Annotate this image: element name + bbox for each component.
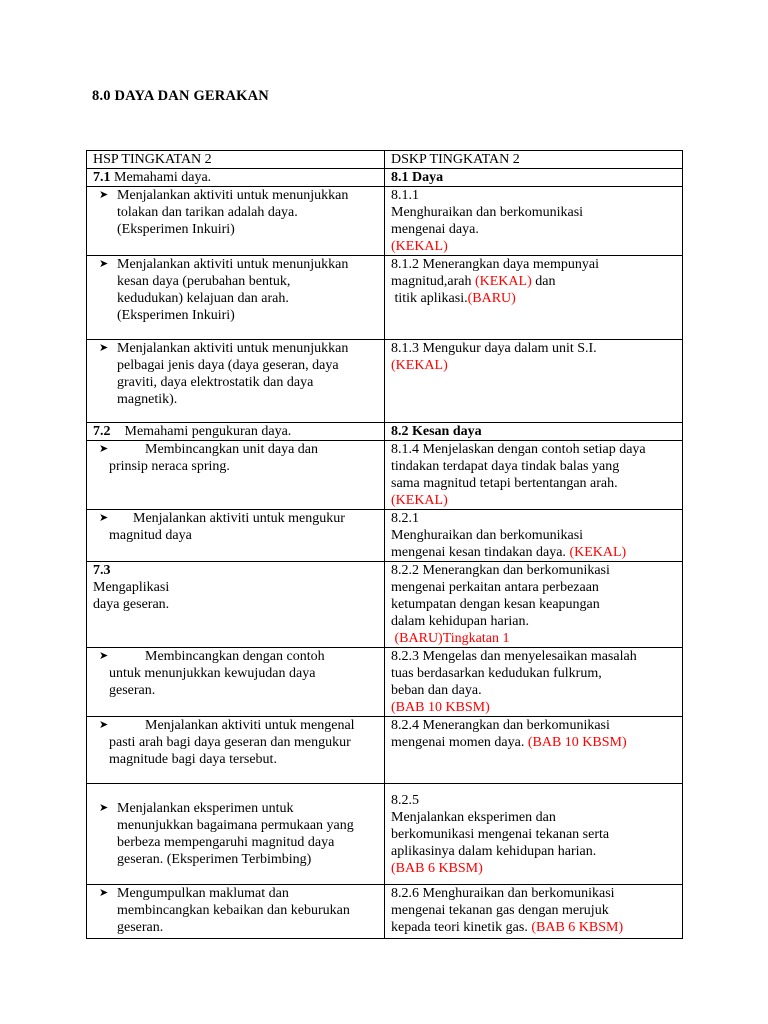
- row-cell-left: 7.3 Mengaplikasi daya geseran.: [87, 562, 385, 648]
- row-cell-right: 8.2.3 Mengelas dan menyelesaikan masalah tuas berdasarkan kedudukan fulkrum, beban dan daya. (BAB 10 KBSM): [385, 648, 683, 717]
- row-cell-left: ➤ Membincangkan unit daya dan prinsip neraca spring.: [87, 441, 385, 510]
- header-dskp: DSKP TINGKATAN 2: [385, 151, 683, 169]
- table-row: [87, 340, 683, 423]
- table-row: [87, 187, 683, 256]
- arrow-bullet-icon: ➤: [99, 802, 109, 814]
- row-cell-right: 8.1.3 Mengukur daya dalam unit S.I. (KEKAL): [385, 340, 683, 423]
- table-row: [87, 441, 683, 510]
- row-cell-right: 8.2.1 Menghuraikan dan berkomunikasi mengenai kesan tindakan daya. (KEKAL): [385, 510, 683, 562]
- row-cell-right: 8.2 Kesan daya: [385, 423, 683, 441]
- row-cell-left: ➤ Menjalankan aktiviti untuk mengukur magnitud daya: [87, 510, 385, 562]
- row-cell-left: ➤ Menjalankan aktiviti untuk menunjukkan pelbagai jenis daya (daya geseran, daya graviti, daya elektrostatik dan daya magnetik).: [87, 340, 385, 423]
- arrow-bullet-icon: ➤: [99, 650, 109, 662]
- row-cell-right: 8.1.2 Menerangkan daya mempunyai magnitud,arah (KEKAL) dan titik aplikasi.(BARU): [385, 256, 683, 340]
- row-cell-left: ➤ Menjalankan aktiviti untuk menunjukkan tolakan dan tarikan adalah daya. (Eksperimen Inkuiri): [87, 187, 385, 256]
- row-cell-left: 7.1 Memahami daya.: [87, 169, 385, 187]
- arrow-bullet-icon: ➤: [99, 719, 109, 731]
- row-cell-left: 7.2 Memahami pengukuran daya.: [87, 423, 385, 441]
- table-row: [87, 256, 683, 340]
- row-cell-right: 8.1 Daya: [385, 169, 683, 187]
- arrow-bullet-icon: ➤: [99, 512, 109, 524]
- row-cell-left: ➤ Menjalankan eksperimen untuk menunjukkan bagaimana permukaan yang berbeza mempengaruhi magnitud daya geseran. (Eksperimen Terbimbing): [87, 784, 385, 885]
- curriculum-table: [86, 150, 683, 939]
- row-cell-right: 8.1.4 Menjelaskan dengan contoh setiap daya tindakan terdapat daya tindak balas yang sama magnitud tetapi bertentangan arah. (KEKAL): [385, 441, 683, 510]
- header-hsp: HSP TINGKATAN 2: [87, 151, 385, 169]
- row-cell-right: 8.2.4 Menerangkan dan berkomunikasi mengenai momen daya. (BAB 10 KBSM): [385, 717, 683, 784]
- table-row: [87, 784, 683, 885]
- row-cell-left: ➤ Menjalankan aktiviti untuk mengenal pasti arah bagi daya geseran dan mengukur magnitude bagi daya tersebut.: [87, 717, 385, 784]
- row-cell-right: 8.1.1 Menghuraikan dan berkomunikasi mengenai daya. (KEKAL): [385, 187, 683, 256]
- table-row: [87, 562, 683, 648]
- table-row: [87, 885, 683, 939]
- row-cell-left: ➤ Mengumpulkan maklumat dan membincangkan kebaikan dan keburukan geseran.: [87, 885, 385, 939]
- row-cell-right: 8.2.5 Menjalankan eksperimen dan berkomunikasi mengenai tekanan serta aplikasinya dalam kehidupan harian. (BAB 6 KBSM): [385, 784, 683, 885]
- arrow-bullet-icon: ➤: [99, 443, 109, 455]
- table-header-row: [87, 151, 683, 169]
- table-row: [87, 423, 683, 441]
- page-heading: 8.0 DAYA DAN GERAKAN: [92, 88, 269, 104]
- row-cell-left: ➤ Menjalankan aktiviti untuk menunjukkan kesan daya (perubahan bentuk, kedudukan) kelajuan dan arah. (Eksperimen Inkuiri): [87, 256, 385, 340]
- arrow-bullet-icon: ➤: [99, 887, 109, 899]
- table-row: [87, 648, 683, 717]
- table-row: [87, 169, 683, 187]
- row-cell-right: 8.2.6 Menghuraikan dan berkomunikasi mengenai tekanan gas dengan merujuk kepada teori kinetik gas. (BAB 6 KBSM): [385, 885, 683, 939]
- arrow-bullet-icon: ➤: [99, 258, 109, 270]
- row-cell-right: 8.2.2 Menerangkan dan berkomunikasi mengenai perkaitan antara perbezaan ketumpatan dengan kesan keapungan dalam kehidupan harian. (BARU)Tingkatan 1: [385, 562, 683, 648]
- arrow-bullet-icon: ➤: [99, 342, 109, 354]
- row-cell-left: ➤ Membincangkan dengan contoh untuk menunjukkan kewujudan daya geseran.: [87, 648, 385, 717]
- arrow-bullet-icon: ➤: [99, 189, 109, 201]
- table-row: [87, 717, 683, 784]
- table-row: [87, 510, 683, 562]
